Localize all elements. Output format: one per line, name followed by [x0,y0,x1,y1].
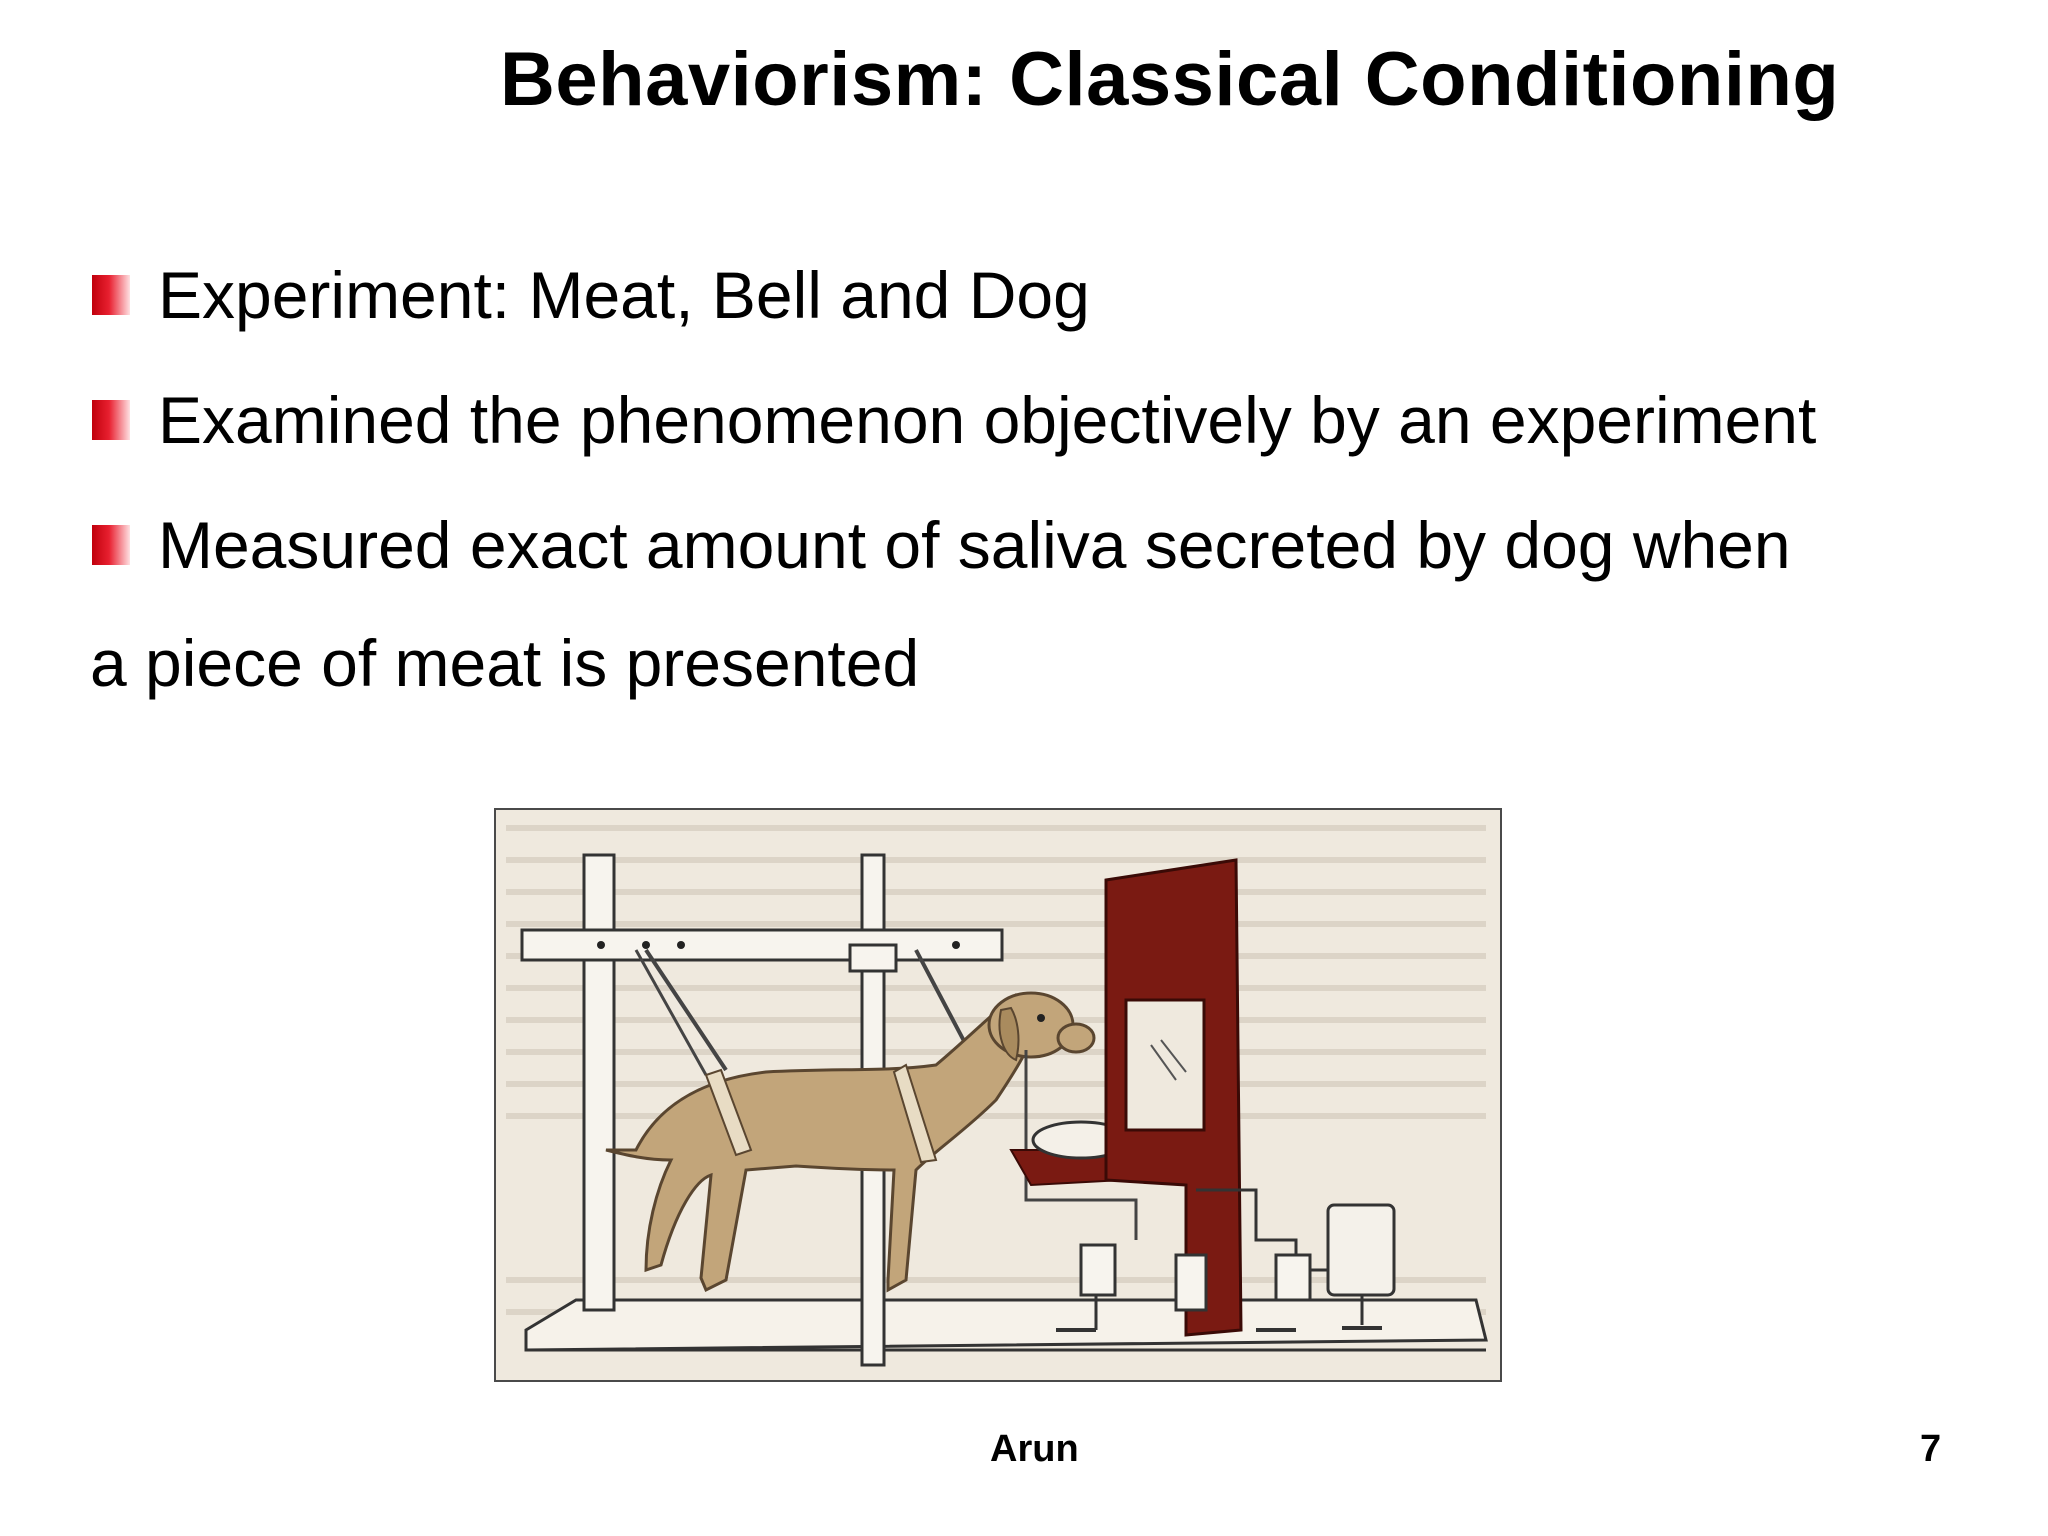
bullet-item [92,255,1090,335]
bullet-item [92,380,1816,460]
bullet-item [92,505,1791,585]
bullet-text: Experiment: Meat, Bell and Dog [158,258,1090,332]
pavlov-dog-apparatus-illustration [494,808,1502,1382]
bullet-square-icon [92,525,130,565]
bullet-text: Examined the phenomenon objectively by an experiment [158,383,1817,457]
bullet-text: Measured exact amount of saliva secreted by dog when [158,508,1791,582]
bullet-continuation-text: a piece of meat is presented [90,626,920,700]
footer-author: Arun [990,1428,1079,1470]
slide-title: Behaviorism: Classical Conditioning [500,37,1840,122]
bullet-square-icon [92,275,130,315]
bullet-square-icon [92,400,130,440]
page-number: 7 [1920,1428,1942,1470]
